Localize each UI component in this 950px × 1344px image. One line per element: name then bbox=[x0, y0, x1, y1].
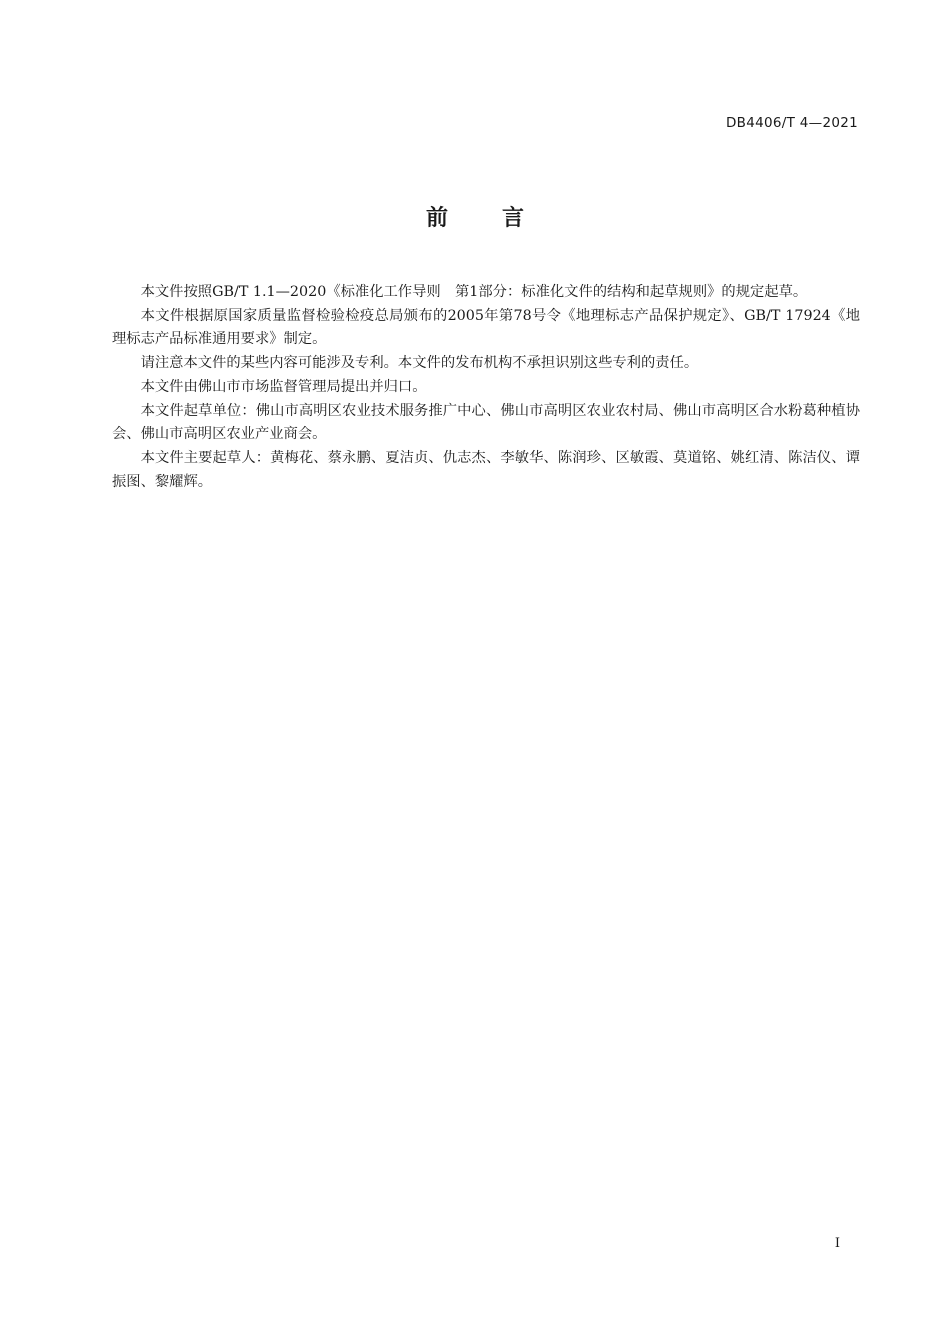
page-title: 前言 bbox=[425, 206, 578, 231]
page-number: I bbox=[834, 1236, 840, 1251]
paragraph-proposer: 本文件由佛山市市场监督管理局提出并归口。 bbox=[140, 378, 427, 395]
paragraph-patent-notice: 请注意本文件的某些内容可能涉及专利。本文件的发布机构不承担识别这些专利的责任。 bbox=[140, 355, 699, 372]
paragraph-drafting-units: 本文件起草单位：佛山市高明区农业技术服务推广中心、佛山市高明区农业农村局、佛山市高明区合水粉葛种植协会、佛山市高明区农业产业商会。 bbox=[112, 402, 860, 443]
paragraph-basis: 本文件根据原国家质量监督检验检疫总局颁布的2005年第78号令《地理标志产品保护规定》、GB/T 17924《地理标志产品标准通用要求》制定。 bbox=[112, 307, 860, 348]
document-code: DB4406/T 4—2021 bbox=[725, 115, 858, 131]
paragraph-drafters: 本文件主要起草人：黄梅花、蔡永鹏、夏洁贞、仇志杰、李敏华、陈润珍、区敏霞、莫道铭、姚红清、陈洁仪、谭振图、黎耀辉。 bbox=[112, 449, 860, 490]
foreword-body bbox=[112, 281, 860, 494]
paragraph-drafting-rules: 本文件按照GB/T 1.1—2020《标准化工作导则 第1部分：标准化文件的结构和起草规则》的规定起草。 bbox=[140, 284, 808, 300]
